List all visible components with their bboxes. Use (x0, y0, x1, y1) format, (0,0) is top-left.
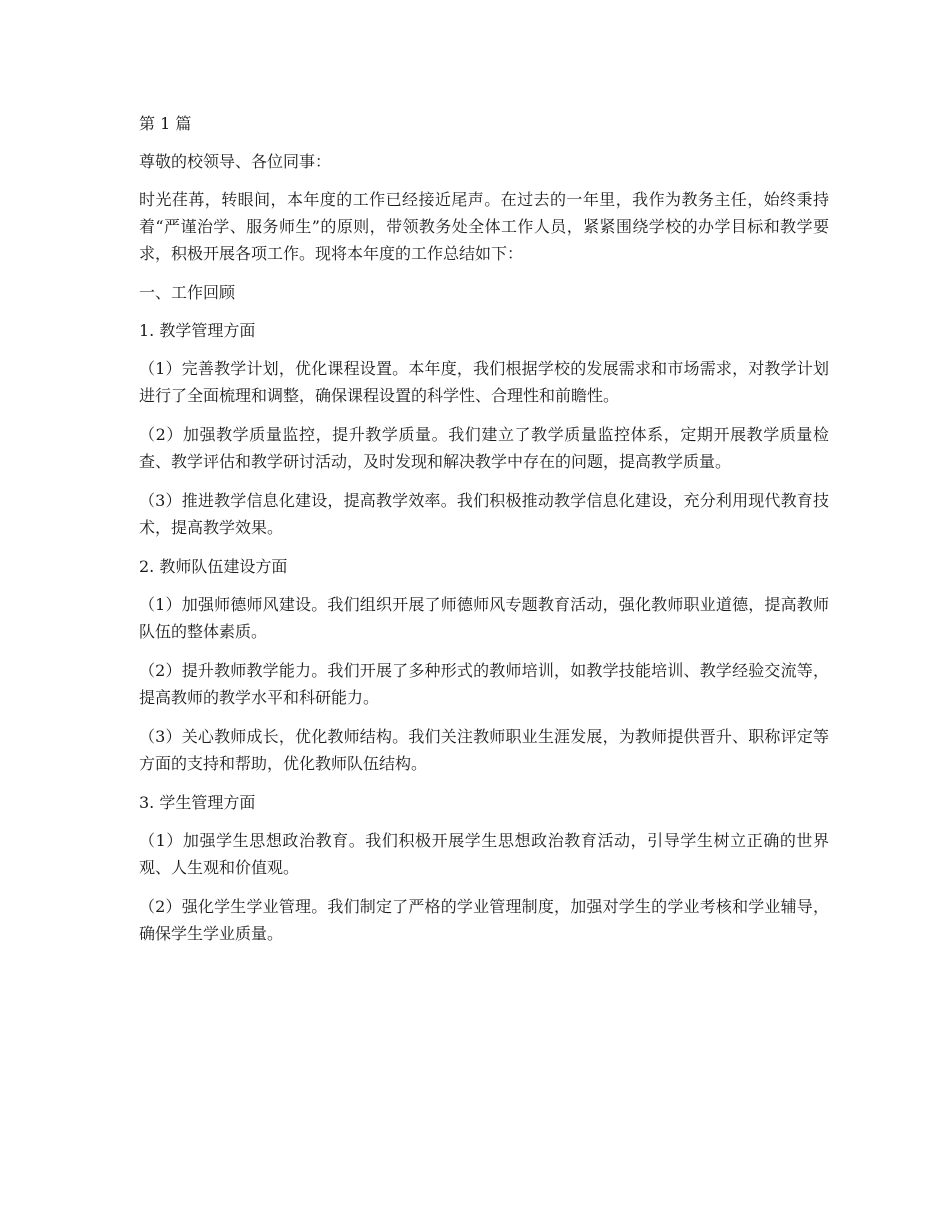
paragraph-quality-monitoring: （2）加强教学质量监控，提升教学质量。我们建立了教学质量监控体系，定期开展教学质量检查、教学评估和教学研讨活动，及时发现和解决教学中存在的问题，提高教学质量。 (139, 425, 829, 471)
paragraph-student-ideology: （1）加强学生思想政治教育。我们积极开展学生思想政治教育活动，引导学生树立正确的世界观、人生观和价值观。 (139, 831, 829, 877)
paragraph-informatization: （3）推进教学信息化建设，提高教学效率。我们积极推动教学信息化建设，充分利用现代教育技术，提高教学效果。 (139, 491, 829, 537)
salutation: 尊敬的校领导、各位同事： (139, 152, 332, 171)
section-number: 第 1 篇 (139, 114, 192, 133)
subheading-teacher-team: 2. 教师队伍建设方面 (139, 557, 288, 576)
paragraph-student-academics: （2）强化学生学业管理。我们制定了严格的学业管理制度，加强对学生的学业考核和学业辅导，确保学生学业质量。 (139, 897, 829, 943)
document-body (139, 110, 829, 959)
heading-work-review: 一、工作回顾 (139, 283, 236, 302)
subheading-teaching-management: 1. 教学管理方面 (139, 321, 256, 340)
subheading-student-management: 3. 学生管理方面 (139, 793, 256, 812)
intro-paragraph: 时光荏苒，转眼间，本年度的工作已经接近尾声。在过去的一年里，我作为教务主任，始终秉持着“严谨治学、服务师生”的原则，带领教务处全体工作人员，紧紧围绕学校的办学目标和教学要求，积极开展各项工作。现将本年度的工作总结如下： (139, 190, 829, 263)
paragraph-teaching-plan: （1）完善教学计划，优化课程设置。本年度，我们根据学校的发展需求和市场需求，对教学计划进行了全面梳理和调整，确保课程设置的科学性、合理性和前瞻性。 (139, 359, 829, 405)
paragraph-teacher-ethics: （1）加强师德师风建设。我们组织开展了师德师风专题教育活动，强化教师职业道德，提高教师队伍的整体素质。 (139, 595, 829, 641)
paragraph-teacher-growth: （3）关心教师成长，优化教师结构。我们关注教师职业生涯发展，为教师提供晋升、职称评定等方面的支持和帮助，优化教师队伍结构。 (139, 727, 829, 773)
paragraph-teacher-ability: （2）提升教师教学能力。我们开展了多种形式的教师培训，如教学技能培训、教学经验交流等，提高教师的教学水平和科研能力。 (139, 661, 829, 707)
